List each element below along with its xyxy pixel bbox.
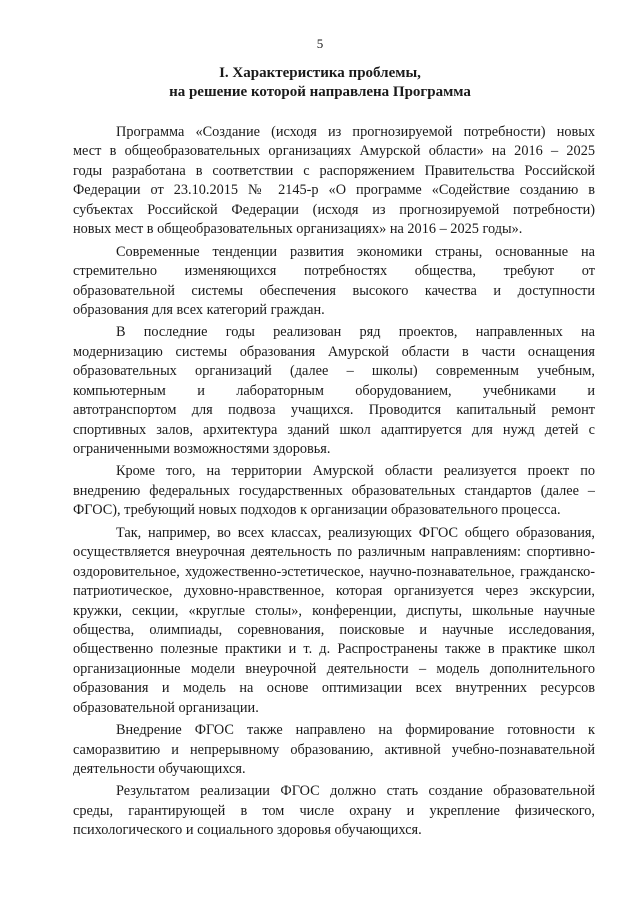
paragraph [73, 462, 595, 520]
text-line: образования для всех категорий граждан. [73, 301, 325, 318]
text-line: внедрению федеральных государственных образовательных стандартов (далее – [73, 482, 595, 499]
paragraph [73, 782, 595, 840]
text-line: Так, например, во всех классах, реализующих ФГОС общего образования, [116, 524, 595, 541]
text-line: Программа «Создание (исходя из прогнозируемой потребности) новых [116, 124, 595, 140]
text-line: общественно полезные практики и т. д. Распространены также в практике школ [73, 641, 595, 658]
text-line: среды, гарантирующей в том числе охрану и укрепление физического, [73, 802, 595, 819]
text-line: модернизацию системы образования Амурской области в части оснащения [73, 343, 595, 360]
text-line: Внедрение ФГОС также направлено на формирование готовности к [116, 722, 595, 739]
text-line: деятельности обучающихся. [73, 761, 246, 777]
heading-line: I. Характеристика проблемы, [219, 65, 421, 81]
section-heading [56, 64, 584, 102]
text-line: ФГОС), требующий новых подходов к организации образовательного процесса. [73, 502, 561, 519]
text-line: ограниченными возможностями здоровья. [73, 441, 331, 457]
text-line: мест в общеобразовательных организациях Амурской области» на 2016 – 2025 [73, 143, 595, 160]
text-line: образовательных организаций (далее – школы) современным учебным, [73, 363, 595, 380]
text-line: патриотическое, духовно-нравственное, которая организуется через экскурсии, [73, 583, 595, 600]
body-text [73, 123, 595, 841]
text-line: организационные модели внеурочной деятельности – модель дополнительного [73, 660, 595, 677]
heading-line: на решение которой направлена Программа [169, 84, 471, 100]
page-number: 5 [316, 36, 324, 51]
paragraph [73, 243, 595, 321]
text-line: образовательной системы обеспечения высокого качества и доступности [73, 282, 595, 299]
text-line: образования и модель на основе оптимизации всех внутренних ресурсов [73, 680, 595, 697]
text-line: Федерации от 23.10.2015 № 2145-р «О программе «Содействие созданию в [73, 182, 595, 199]
paragraph [73, 721, 595, 779]
text-line: Кроме того, на территории Амурской области реализуется проект по [116, 463, 595, 480]
text-line: кружки, секции, «круглые столы», конференции, диспуты, школьные научные [73, 602, 595, 619]
text-line: спортивных залов, архитектура зданий школ адаптируется для нужд детей с [73, 421, 595, 438]
text-line: осуществляется внеурочная деятельность по различным направлениям: спортивно- [73, 544, 595, 561]
text-line: субъектах Российской Федерации (исходя из прогнозируемой потребности) [73, 201, 595, 218]
paragraph [73, 524, 595, 718]
text-line: Современные тенденции развития экономики страны, основанные на [116, 243, 595, 260]
text-line: автотранспортом для подвоза учащихся. Проводится капитальный ремонт [73, 402, 595, 419]
text-line: В последние годы реализован ряд проектов, направленных на [116, 324, 595, 341]
text-line: психологического и социального здоровья обучающихся. [73, 822, 422, 839]
text-line: новых мест в общеобразовательных организациях» на 2016 – 2025 годы». [73, 221, 523, 238]
paragraph [73, 323, 595, 459]
text-line: оздоровительное, художественно-эстетическое, научно-познавательное, гражданско- [73, 563, 595, 580]
text-line: образовательной организации. [73, 699, 259, 716]
text-line: годы разработана в соответствии с распоряжением Правительства Российской [73, 162, 595, 179]
text-line: общества, олимпиады, соревнования, поисковые и научные исследования, [73, 621, 595, 638]
text-line: саморазвитию и непрерывному образованию, активной учебно-познавательной [73, 741, 595, 758]
text-line: стремительно изменяющихся потребностях общества, требуют от [73, 263, 595, 280]
text-line: Результатом реализации ФГОС должно стать создание образовательной [116, 783, 595, 800]
paragraph [73, 123, 595, 240]
text-line: компьютерным и лабораторным оборудованием, учебниками и [73, 382, 595, 399]
